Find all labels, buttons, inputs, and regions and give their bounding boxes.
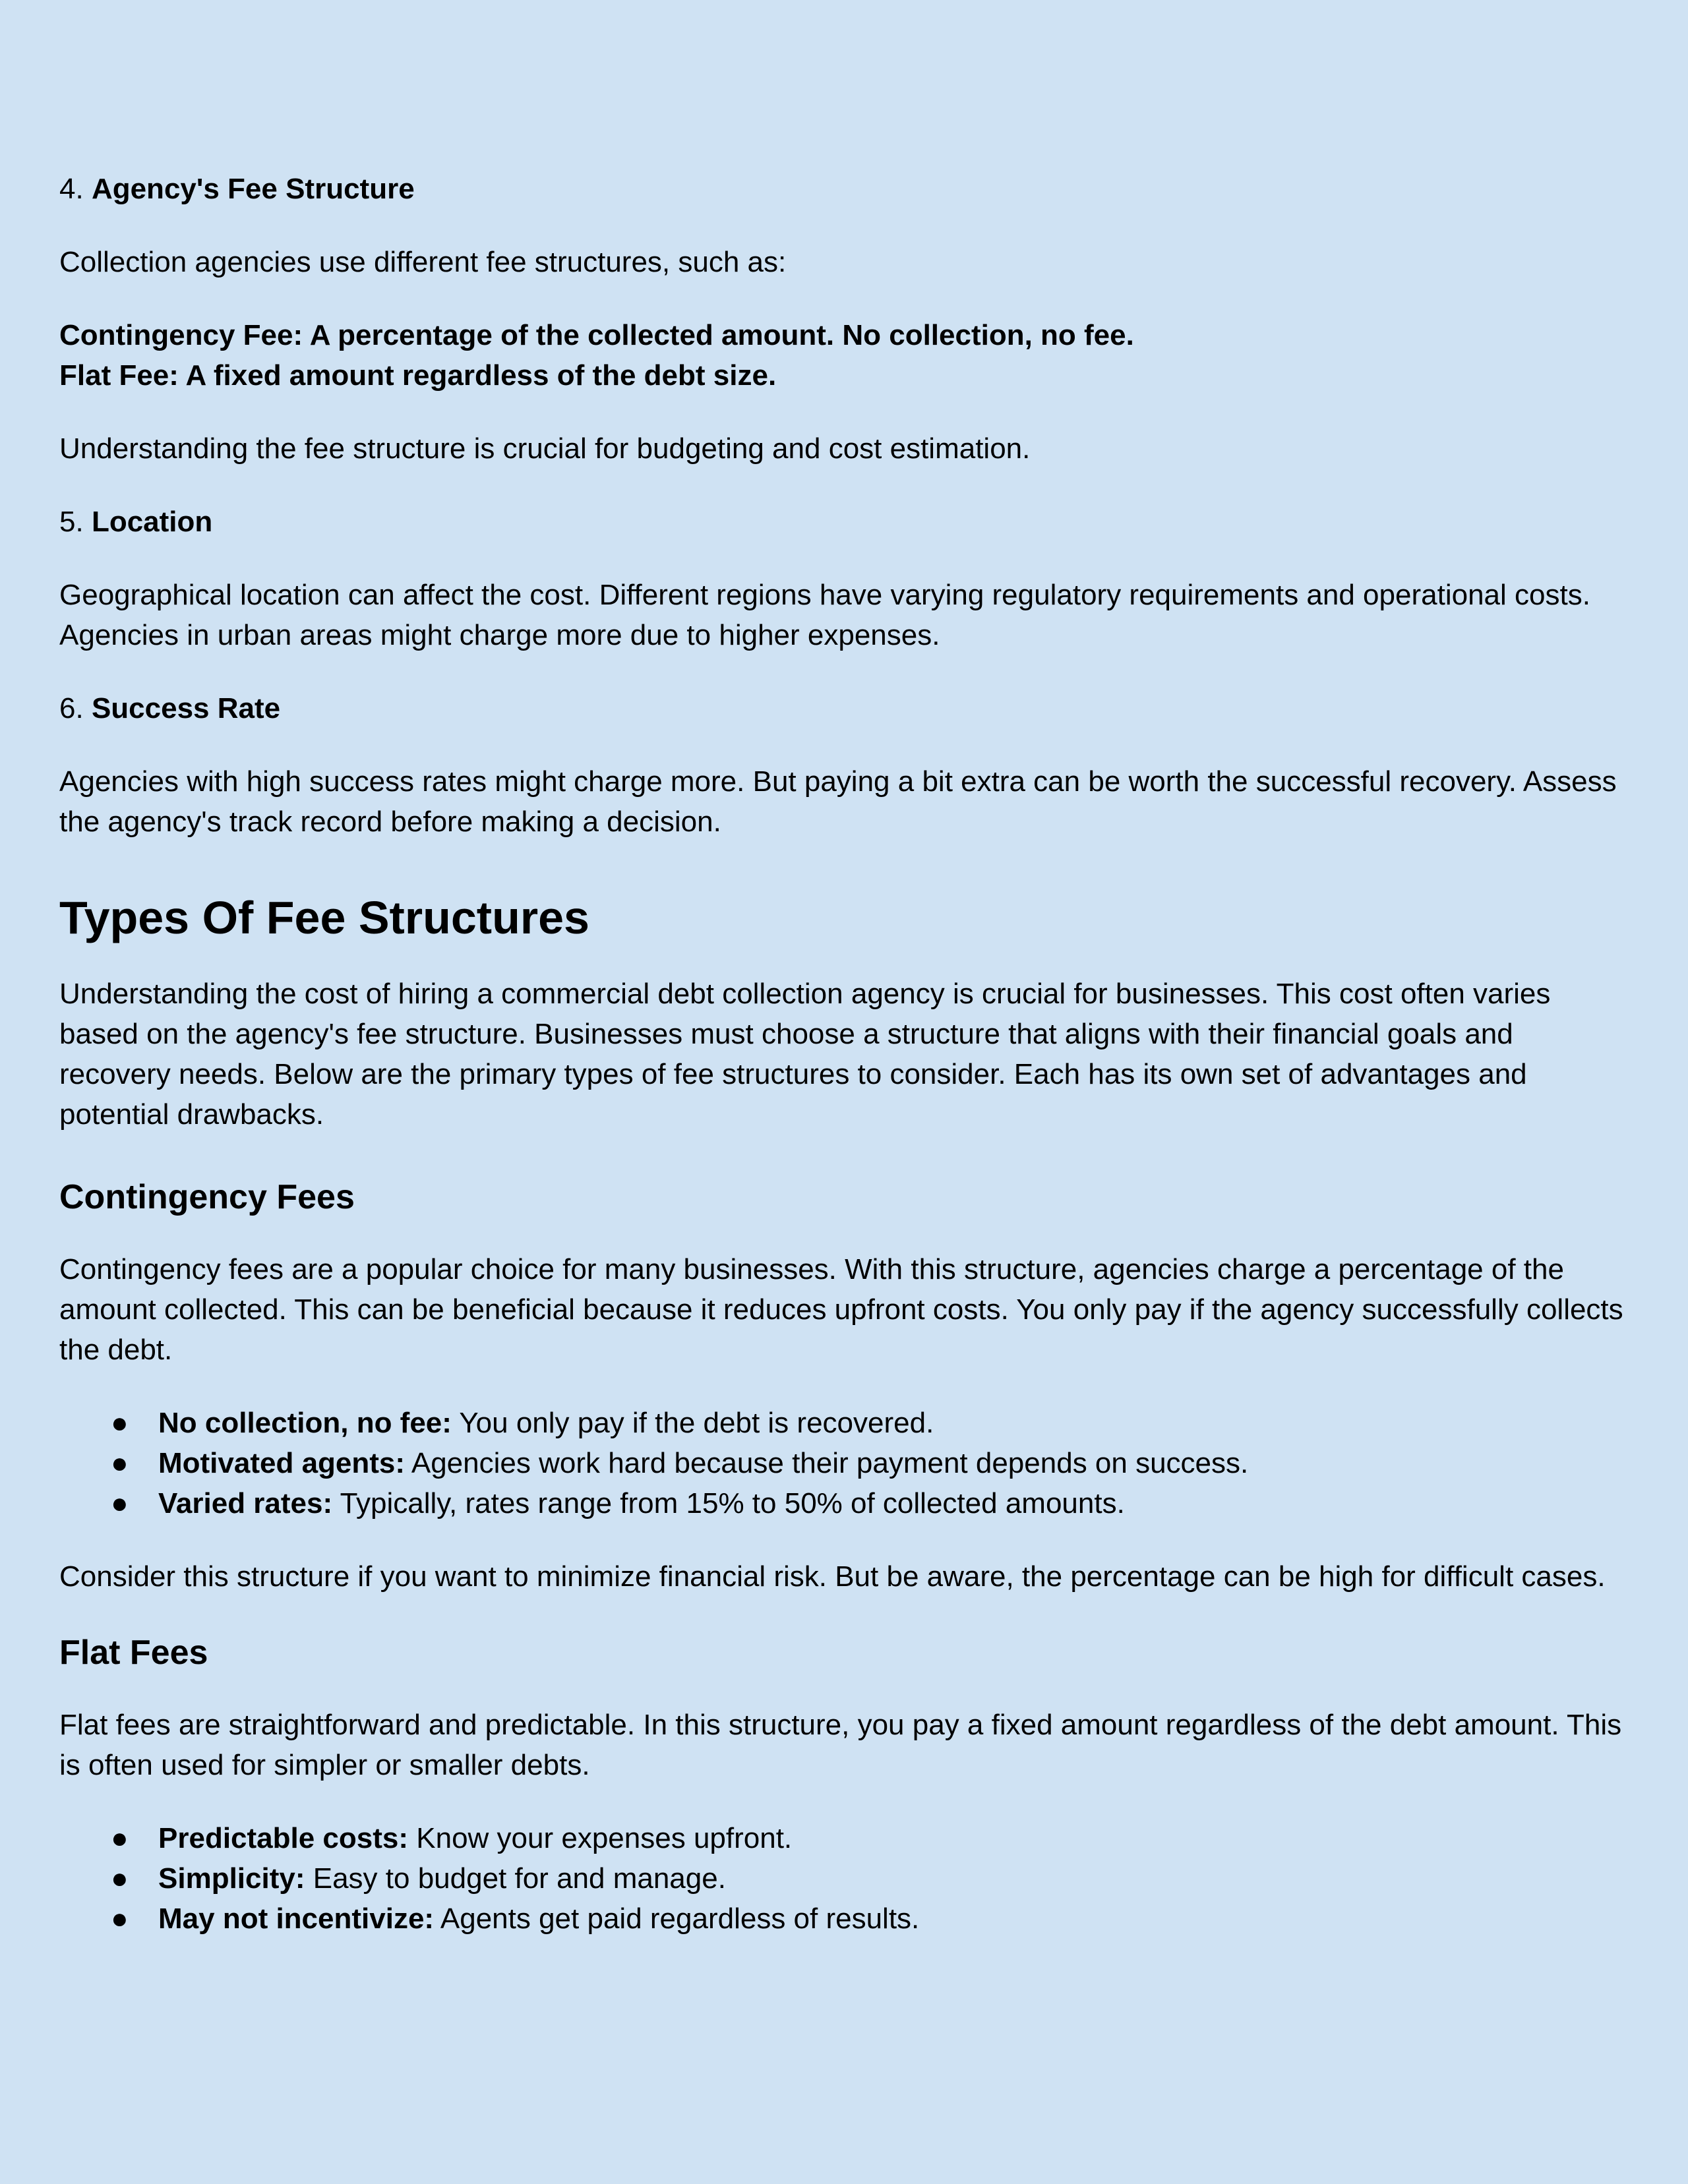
contingency-outro: Consider this structure if you want to minimize financial risk. But be aware, the percentage can be high for difficult cases. — [59, 1560, 1606, 1593]
bullet-icon: ● — [111, 1903, 129, 1935]
flat-fees-intro: Flat fees are straightforward and predictable. In this structure, you pay a fixed amount regardless of the debt amount. This is often used for simpler or smaller debts. — [59, 1709, 1622, 1781]
bullet-icon: ● — [111, 1447, 129, 1479]
list-item-label: Predictable costs: — [158, 1822, 409, 1854]
list-item-label: Simplicity: — [158, 1862, 305, 1895]
success-rate-text: Agencies with high success rates might charge more. But paying a bit extra can be worth the successful recovery. Assess the agency's track record before making a decision. — [59, 765, 1617, 838]
list-item-text: Easy to budget for and manage. — [305, 1862, 726, 1895]
location-text: Geographical location can affect the cost. Different regions have varying regulatory requirements and operational costs. Agencies in urban areas might charge more due to higher expenses. — [59, 579, 1590, 651]
section-number: 4. — [59, 173, 84, 205]
contingency-intro: Contingency fees are a popular choice for many businesses. With this structure, agencies charge a percentage of the amount collected. This can be beneficial because it reduces upfront costs. You only pay if the agency successfully collects the debt. — [59, 1253, 1623, 1366]
flat-fees-bullet-list — [59, 1818, 1629, 1939]
list-item — [59, 1818, 1629, 1858]
section-number: 6. — [59, 692, 84, 724]
list-item-label: May not incentivize: — [158, 1903, 435, 1935]
fee-structure-intro: Collection agencies use different fee structures, such as: — [59, 246, 787, 278]
list-item-text: Agencies work hard because their payment depends on success. — [405, 1447, 1249, 1479]
list-item — [59, 1403, 1629, 1443]
bullet-icon: ● — [111, 1487, 129, 1520]
list-item-text: Agents get paid regardless of results. — [434, 1903, 920, 1935]
contingency-bullet-list — [59, 1403, 1629, 1523]
list-item-text: You only pay if the debt is recovered. — [451, 1407, 934, 1439]
list-item-label: Varied rates: — [158, 1487, 333, 1520]
list-item-label: Motivated agents: — [158, 1447, 406, 1479]
list-item — [59, 1443, 1629, 1483]
section-title: Location — [91, 506, 213, 538]
list-item-label: No collection, no fee: — [158, 1407, 452, 1439]
section-title: Agency's Fee Structure — [91, 173, 415, 205]
flat-fees-heading: Flat Fees — [59, 1634, 208, 1672]
section-number: 5. — [59, 506, 84, 538]
list-item — [59, 1858, 1629, 1899]
contingency-fee-definition: Contingency Fee: A percentage of the collected amount. No collection, no fee. — [59, 319, 1134, 351]
types-intro: Understanding the cost of hiring a commercial debt collection agency is crucial for businesses. This cost often varies based on the agency's fee structure. Businesses must choose a structure that aligns with their financial goals and recovery needs. Below are the primary types of fee structures to consider. Each has its own set of advantages and potential drawbacks. — [59, 978, 1551, 1131]
list-item-text: Typically, rates range from 15% to 50% of collected amounts. — [332, 1487, 1125, 1520]
section-title: Success Rate — [91, 692, 281, 724]
section-heading-success-rate — [59, 688, 1629, 728]
fee-structure-outro: Understanding the fee structure is crucial for budgeting and cost estimation. — [59, 432, 1031, 465]
bullet-icon: ● — [111, 1822, 129, 1854]
section-heading-fee-structure — [59, 169, 1629, 209]
list-item — [59, 1899, 1629, 1939]
section-heading-location — [59, 502, 1629, 542]
list-item-text: Know your expenses upfront. — [408, 1822, 793, 1854]
list-item — [59, 1483, 1629, 1523]
fee-structure-definitions — [59, 315, 1629, 396]
flat-fee-definition: Flat Fee: A fixed amount regardless of the debt size. — [59, 359, 777, 392]
types-heading: Types Of Fee Structures — [59, 892, 589, 943]
bullet-icon: ● — [111, 1407, 129, 1439]
bullet-icon: ● — [111, 1862, 129, 1895]
contingency-heading: Contingency Fees — [59, 1178, 355, 1216]
